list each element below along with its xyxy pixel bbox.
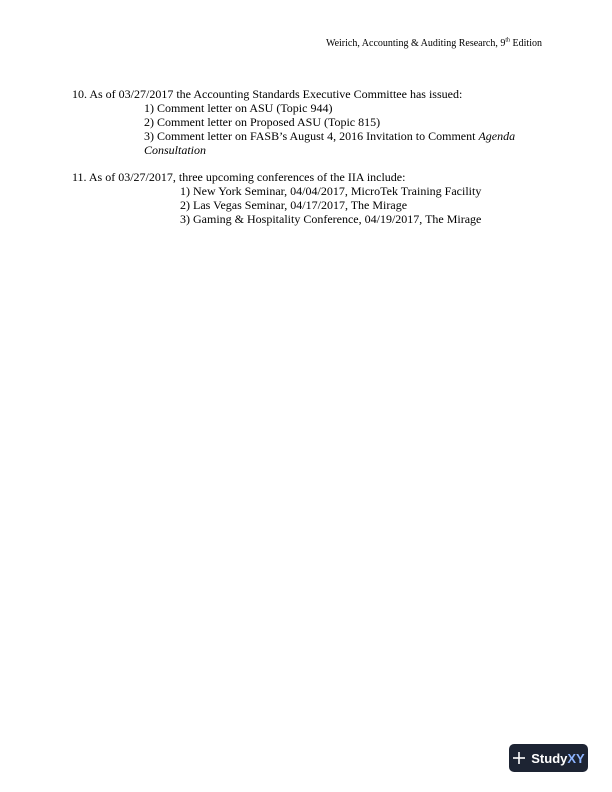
answer-item: 1) New York Seminar, 04/04/2017, MicroTek Training Facility (180, 184, 482, 198)
agenda-consultation-title: Agenda Consultation (144, 129, 516, 157)
question-10 (72, 87, 544, 157)
watermark-word-study: Study (531, 750, 568, 766)
answer-item: 2) Comment letter on Proposed ASU (Topic 815) (144, 115, 381, 129)
watermark-logo-text (531, 752, 584, 765)
header-title: Weirich, Accounting & Auditing Research, 9 (325, 38, 506, 49)
watermark-word-xy: XY (567, 750, 585, 766)
question-10-answers (144, 101, 544, 157)
plus-icon (512, 751, 526, 765)
answer-item: 2) Las Vegas Seminar, 04/17/2017, The Mirage (180, 198, 408, 212)
question-11 (72, 170, 481, 226)
answer-item: 1) Comment letter on ASU (Topic 944) (144, 101, 333, 115)
question-11-answers (180, 184, 481, 226)
answer-item (144, 129, 544, 157)
studyxy-watermark[interactable] (509, 744, 588, 772)
question-10-text: 10. As of 03/27/2017 the Accounting Standards Executive Committee has issued: (72, 87, 463, 101)
answer-3-text: 3) Comment letter on FASB’s August 4, 2016 Invitation to Comment (144, 129, 479, 143)
question-11-text: 11. As of 03/27/2017, three upcoming conferences of the IIA include: (72, 170, 406, 184)
header-edition: Edition (510, 38, 542, 49)
running-header (326, 38, 542, 50)
answer-item: 3) Gaming & Hospitality Conference, 04/19/2017, The Mirage (180, 212, 482, 226)
edition-superscript: th (505, 37, 511, 44)
